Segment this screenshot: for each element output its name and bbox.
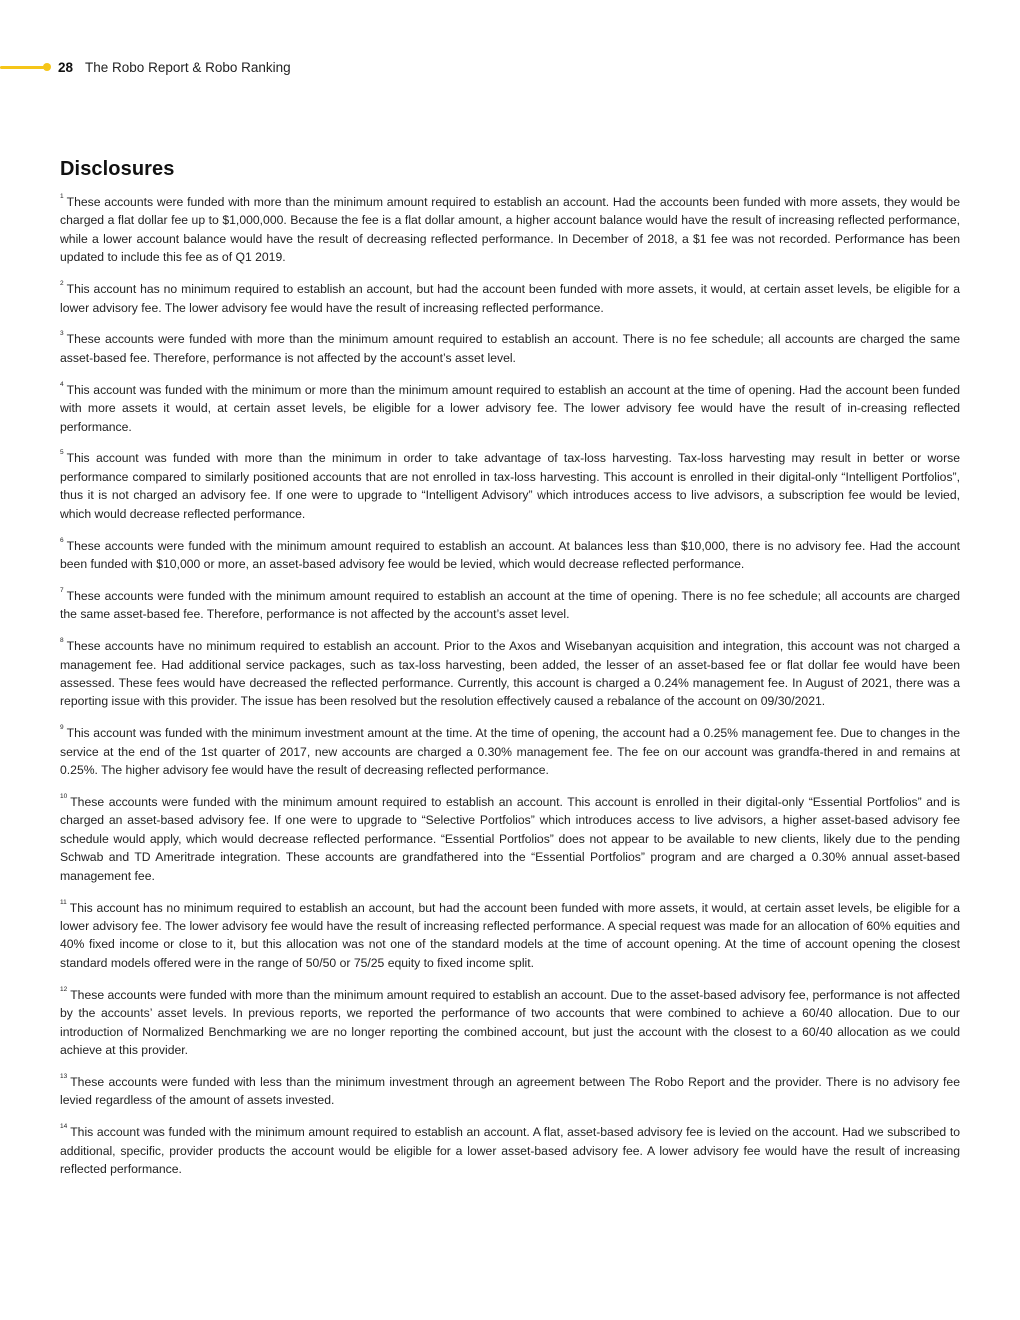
footnote-10 xyxy=(60,793,960,885)
footnote-7 xyxy=(60,587,960,624)
footnote-1 xyxy=(60,193,960,267)
footnote-text: These accounts have no minimum required to establish an account. Prior to the Axos and Wisebanyan acquisition and integration, this account was not charged a management fee. Had additional service packages, such as tax-loss harvesting, been added, the lesser of an asset-based fee or flat dollar fee would have been assessed. These fees would have decreased the reflected performance. Currently, this account is charged a 0.24% management fee. In August of 2021, there was a reporting issue with this provider. The issue has been resolved but the resolution effectively caused a rebalance of the account on 09/30/2021. xyxy=(60,639,960,709)
footnote-6 xyxy=(60,537,960,574)
footnote-marker: 3 xyxy=(60,330,64,338)
footnote-text: This account has no minimum required to establish an account, but had the account been funded with more assets, it would, at certain asset levels, be eligible for a lower advisory fee. The lower advisory fee would have the result of increasing reflected performance. xyxy=(60,282,960,315)
header-accent-line xyxy=(0,66,46,69)
footnote-11 xyxy=(60,899,960,973)
footnote-marker: 13 xyxy=(60,1072,68,1080)
footnote-14 xyxy=(60,1123,960,1178)
page-number: 28 xyxy=(58,59,74,75)
footnote-4 xyxy=(60,381,960,436)
footnote-marker: 7 xyxy=(60,586,64,594)
footnote-marker: 5 xyxy=(60,449,64,457)
running-title: The Robo Report & Robo Ranking xyxy=(85,59,291,75)
footnote-text: This account was funded with the minimum investment amount at the time. At the time of opening, the account had a 0.25% management fee. Due to changes in the service at the end of the 1st quarter of 2017, new accounts are charged a 0.30% management fee. The fee on our account was grandfa-thered in and remains at 0.25%. The higher advisory fee would have the result of decreasing reflected performance. xyxy=(60,726,960,778)
footnote-13 xyxy=(60,1073,960,1110)
footnote-marker: 9 xyxy=(60,724,64,732)
footnote-marker: 2 xyxy=(60,280,64,288)
footnote-text: This account was funded with the minimum or more than the minimum amount required to establish an account at the time of opening. Had the account been funded with more assets it would, at certain asset levels, be eligible for a lower advisory fee. The lower advisory fee would have the result of in-creasing reflected performance. xyxy=(60,382,960,434)
footnote-5 xyxy=(60,449,960,523)
footnote-text: These accounts were funded with more than the minimum amount required to establish an account. There is no fee schedule; all accounts are charged the same asset-based fee. Therefore, performance is not affected by the account’s asset level. xyxy=(60,332,960,365)
footnote-marker: 11 xyxy=(60,898,67,906)
footnote-text: These accounts were funded with the minimum amount required to establish an account at the time of opening. There is no fee schedule; all accounts are charged the same asset-based fee. Therefore, performance is not affected by the account’s asset level. xyxy=(60,588,960,622)
page-header xyxy=(0,58,291,76)
footnote-marker: 12 xyxy=(60,985,68,993)
footnote-2 xyxy=(60,280,960,317)
section-title: Disclosures xyxy=(60,158,175,180)
footnote-marker: 10 xyxy=(60,793,68,801)
footnote-list xyxy=(60,193,960,1178)
footnote-8 xyxy=(60,637,960,711)
footnote-3 xyxy=(60,330,960,367)
footnote-marker: 14 xyxy=(60,1123,68,1131)
footnote-text: This account has no minimum required to establish an account, but had the account been funded with more assets, it would, at certain asset levels, be eligible for a lower advisory fee. The lower advisory fee would have the result of increasing reflected performance. A special request was made for an allocation of 60% equities and 40% fixed income or close to it, but this allocation was not one of the standard models at the time of account opening. At the time of account opening the closest standard models offered were in the range of 50/50 or 75/25 equity to fixed income split. xyxy=(60,900,960,970)
footnote-text: This account was funded with the minimum amount required to establish an account. A flat, asset-based advisory fee is levied on the account. Had we subscribed to additional, specific, provider products the account would be eligible for a lower asset-based advisory fee. A lower advisory fee would have the result of increasing reflected performance. xyxy=(60,1125,960,1176)
footnote-9 xyxy=(60,724,960,779)
footnote-text: These accounts were funded with less than the minimum investment through an agreement between The Robo Report and the provider. There is no advisory fee levied regardless of the amount of assets invested. xyxy=(60,1074,960,1108)
footnote-12 xyxy=(60,986,960,1060)
footnote-text: These accounts were funded with more than the minimum amount required to establish an account. Due to the asset-based advisory fee, performance is not affected by the accounts’ asset levels. In previous reports, we reported the performance of two accounts that were combined to achieve a 60/40 allocation. Due to our introduction of Normalized Benchmarking we are no longer reporting the combined account, but just the account with the closest to a 60/40 allocation as we could achieve at this provider. xyxy=(60,987,960,1057)
disclosures-section xyxy=(60,158,960,1192)
footnote-marker: 8 xyxy=(60,637,64,645)
footnote-text: These accounts were funded with the minimum amount required to establish an account. At balances less than $10,000, there is no advisory fee. Had the account been funded with $10,000 or more, an asset-based advisory fee would be levied, which would decrease reflected performance. xyxy=(60,538,960,571)
footnote-marker: 1 xyxy=(60,193,64,200)
footnote-text: This account was funded with more than the minimum in order to take advantage of tax-loss harvesting. Tax-loss harvesting may result in better or worse performance compared to similarly positioned accounts that are not enrolled in tax-loss harvesting. This account is enrolled in their digital-only “Intelligent Portfolios”, thus it is not charged an advisory fee. If one were to upgrade to “Intelligent Advisory” which introduces access to live advisors, a subscription fee would be levied, which would decrease reflected performance. xyxy=(60,451,960,521)
footnote-text: These accounts were funded with the minimum amount required to establish an account. This account is enrolled in their digital-only “Essential Portfolios” and is charged an asset-based advisory fee. If one were to upgrade to “Selective Portfolios” which introduces access to live advisors, a higher asset-based advisory fee schedule would apply, which would decrease reflected performance. “Essential Portfolios” does not appear to be available to new clients, likely due to the pending Schwab and TD Ameritrade integration. These accounts are grandfathered into the “Essential Portfolios” program and are charged a 0.30% annual asset-based management fee. xyxy=(60,795,960,883)
footnote-marker: 4 xyxy=(60,380,64,388)
footnote-marker: 6 xyxy=(60,536,64,544)
footnote-text: These accounts were funded with more than the minimum amount required to establish an account. Had the accounts been funded with more assets, they would be charged a flat dollar fee up to $1,000,000. Because the fee is a flat dollar amount, a higher account balance would have the result of increasing reflected performance, while a lower account balance would have the result of decreasing reflected performance. In December of 2018, a $1 fee was not recorded. Performance has been updated to include this fee as of Q1 2019. xyxy=(60,195,960,265)
header-accent-dot xyxy=(43,63,51,71)
